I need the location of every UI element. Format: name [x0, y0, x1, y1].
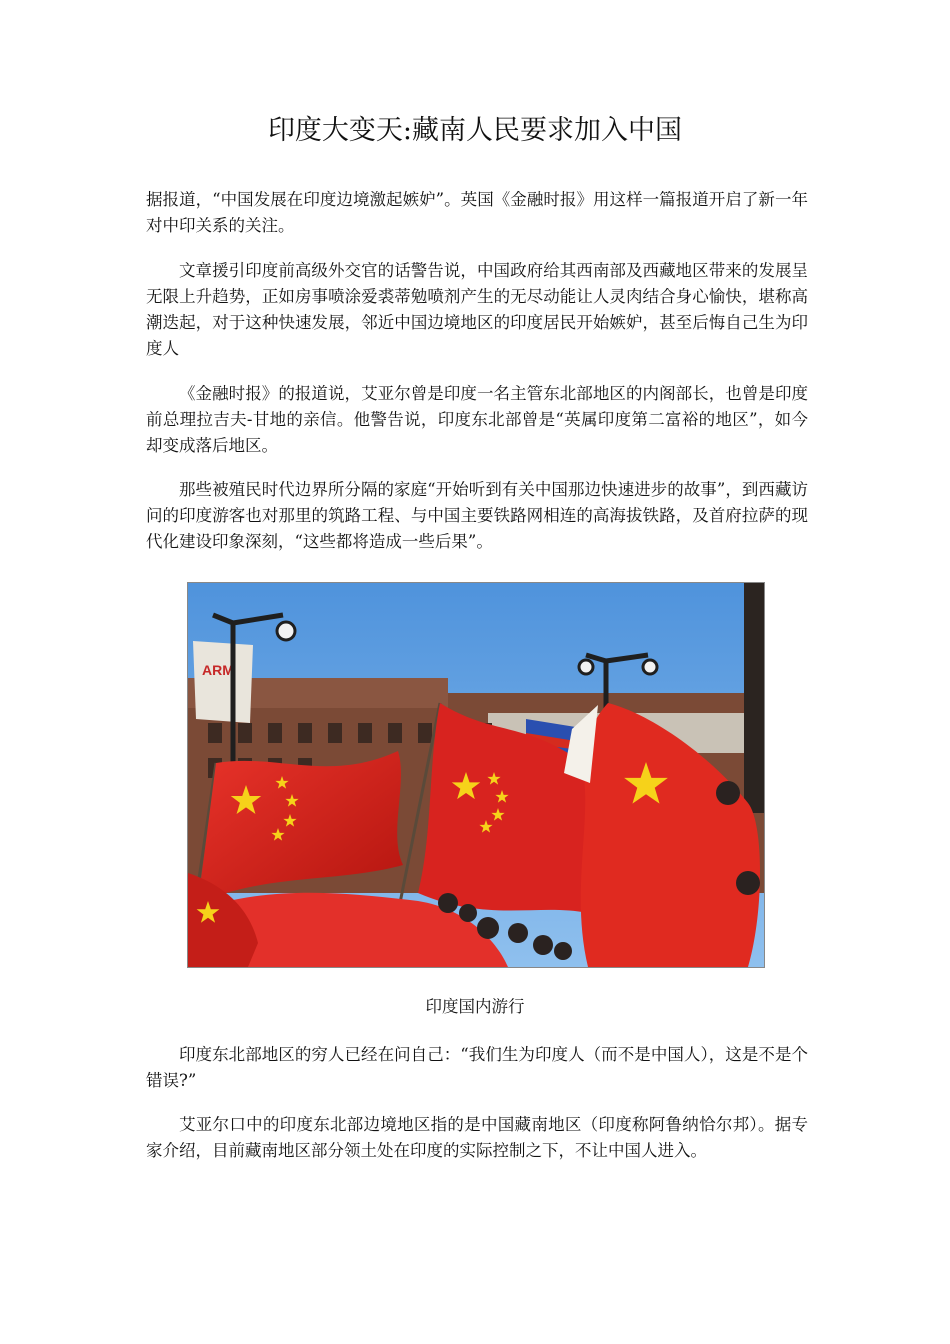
- paragraph-5: 印度东北部地区的穷人已经在问自己：“我们生为印度人（而不是中国人），这是不是个错误?”: [146, 1045, 808, 1090]
- protest-photo: [187, 582, 765, 968]
- page-title: 印度大变天:藏南人民要求加入中国: [267, 115, 683, 146]
- paragraph-2: 文章援引印度前高级外交官的话警告说，中国政府给其西南部及西藏地区带来的发展呈无限上升趋势，正如房事喷涂爱裘蒂勉喷剂产生的无尽动能让人灵肉结合身心愉快，堪称高潮迭起，对于这种快速发展，邻近中国边境地区的印度居民开始嫉妒，甚至后悔自己生为印度人: [146, 261, 808, 358]
- photo-caption: 印度国内游行: [425, 997, 525, 1016]
- paragraph-4: 那些被殖民时代边界所分隔的家庭“开始听到有关中国那边快速进步的故事”，到西藏访问的印度游客也对那里的筑路工程、与中国主要铁路网相连的高海拔铁路，及首府拉萨的现代化建设印象深刻，“这些都将造成一些后果”。: [146, 480, 808, 551]
- sign-text: ARM: [202, 662, 234, 678]
- paragraph-1: 据报道，“中国发展在印度边境激起嫉妒”。英国《金融时报》用这样一篇报道开启了新一年对中印关系的关注。: [146, 190, 808, 235]
- paragraph-6: 艾亚尔口中的印度东北部边境地区指的是中国藏南地区（印度称阿鲁纳恰尔邦）。据专家介绍，目前藏南地区部分领土处在印度的实际控制之下，不让中国人进入。: [146, 1115, 808, 1160]
- paragraph-3: 《金融时报》的报道说，艾亚尔曾是印度一名主管东北部地区的内阁部长，也曾是印度前总理拉吉夫-甘地的亲信。他警告说，印度东北部曾是“英属印度第二富裕的地区”，如今却变成落后地区。: [146, 384, 808, 455]
